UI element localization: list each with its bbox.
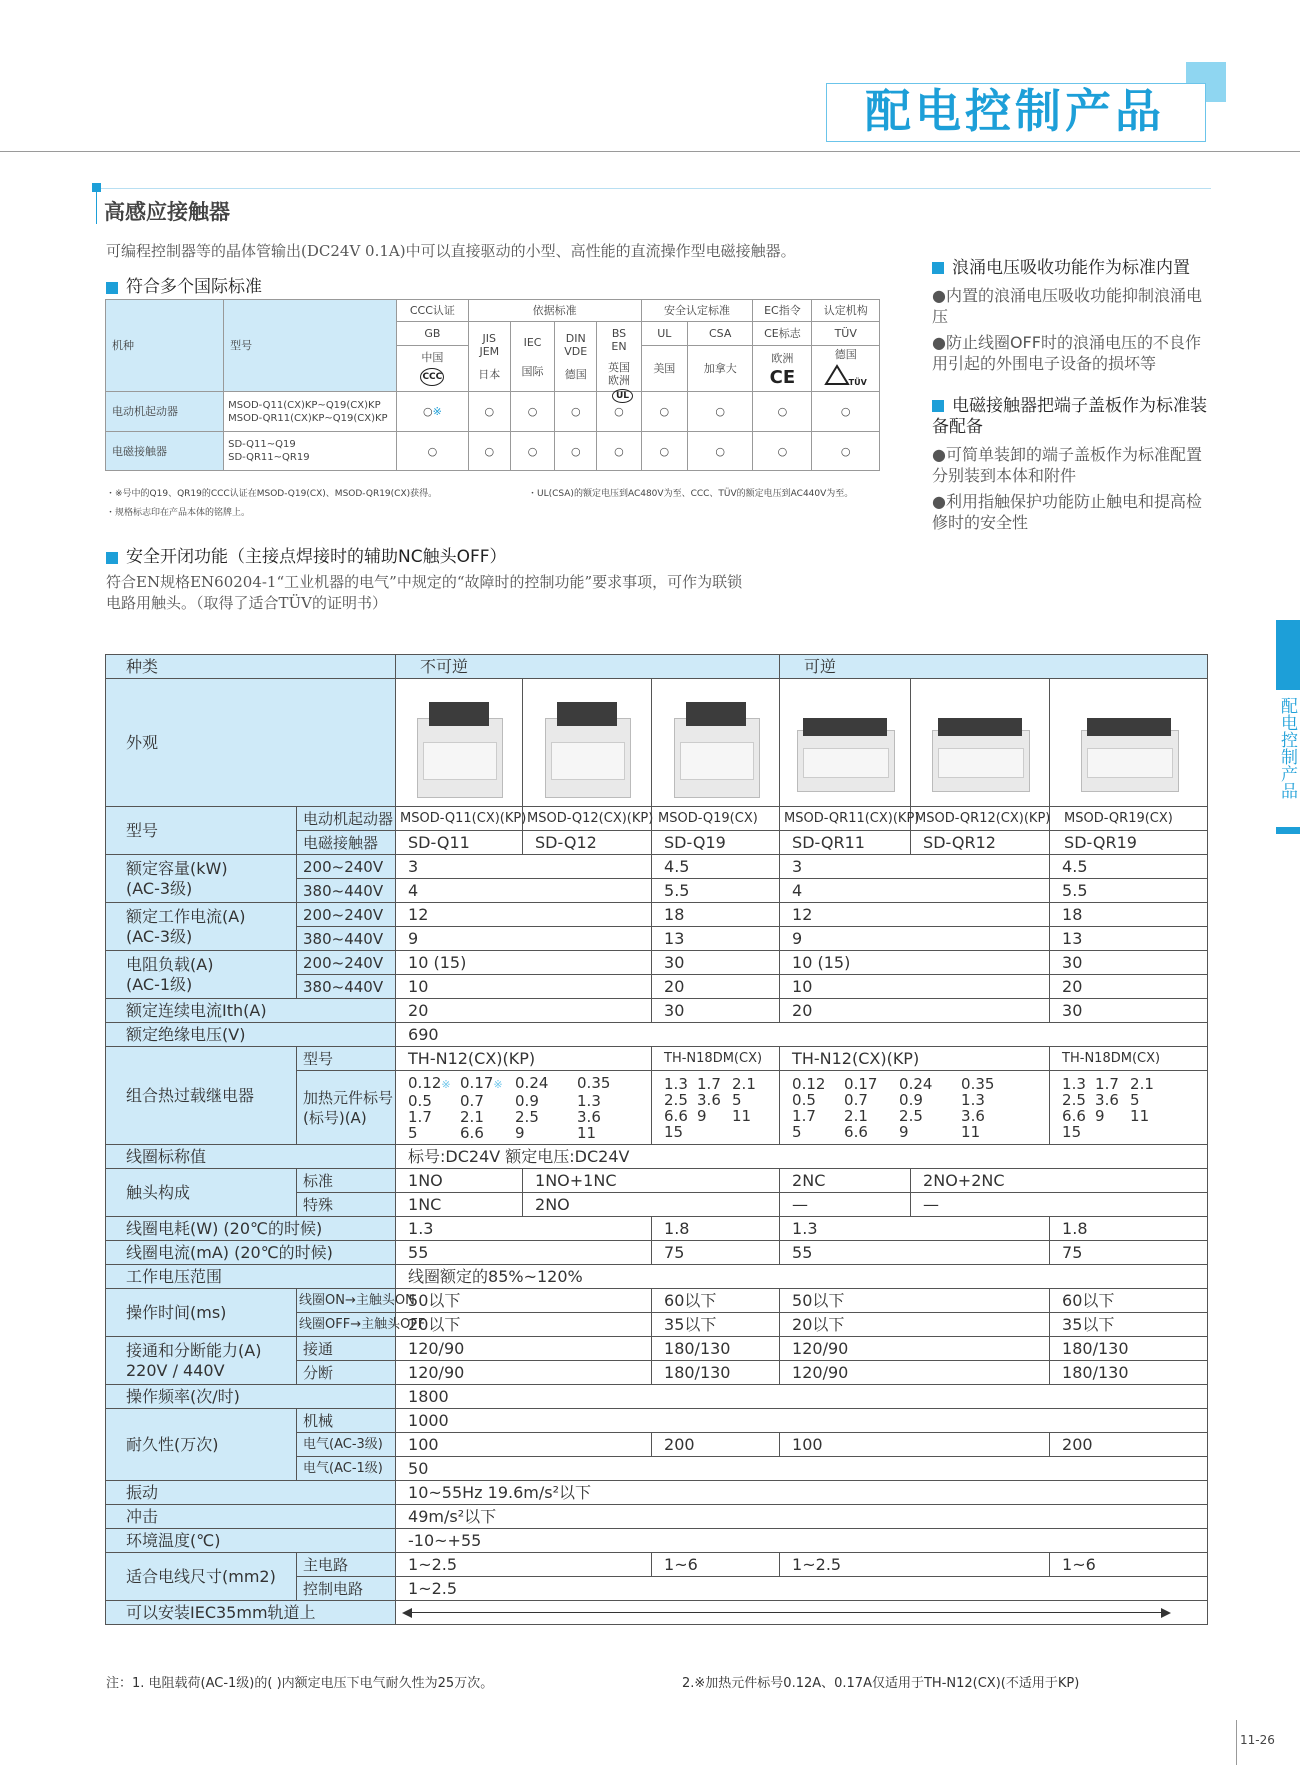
heater-value: 0.7	[460, 1091, 484, 1110]
spec-value: 线圈额定的85%~120%	[396, 1265, 1208, 1289]
heater-value: 0.35	[577, 1073, 611, 1092]
spec-value: 4	[396, 879, 652, 903]
heater-value: 5	[792, 1122, 802, 1141]
note-star-icon: ※	[441, 1077, 451, 1091]
std-row-kind: 电磁接触器	[106, 432, 224, 471]
heater-values-n18	[1050, 1071, 1208, 1145]
spec-value: 20	[396, 999, 652, 1023]
heater-value: 5	[408, 1123, 418, 1142]
heater-value: 6.6	[664, 1106, 688, 1125]
spec-value: 35以下	[652, 1313, 780, 1337]
std-region-eu: 欧洲 CE	[753, 346, 812, 392]
std-region-cn: 中国 CCC	[397, 346, 469, 392]
contactor-model: SD-Q19	[652, 831, 780, 855]
heater-value: 11	[577, 1123, 597, 1142]
spec-value: 12	[780, 903, 1050, 927]
voltage-label: 380~440V	[297, 975, 396, 999]
spec-contact-label: 触头构成	[106, 1169, 297, 1217]
feature-heading-cover: 电磁接触器把端子盖板作为标准装备配备	[932, 396, 1207, 437]
heater-value: 0.5	[408, 1091, 432, 1110]
spec-value: 18	[652, 903, 780, 927]
heater-value: 0.7	[844, 1090, 868, 1109]
heater-value: 0.17	[844, 1074, 878, 1093]
contactor-model: SD-Q12	[523, 831, 652, 855]
product-photo	[780, 679, 911, 807]
heater-value: 3.6	[697, 1090, 721, 1109]
std-cell: ○	[510, 392, 554, 432]
std-cell: ○	[597, 392, 641, 432]
voltage-label: 200~240V	[297, 903, 396, 927]
heater-values-n12	[780, 1071, 1050, 1145]
spec-value: 2NO+2NC	[911, 1169, 1208, 1193]
spec-value: 49m/s²以下	[396, 1505, 1208, 1529]
std-cell: ○	[397, 432, 469, 471]
product-photo	[523, 679, 652, 807]
safety-text: 符合EN规格EN60204-1“工业机器的电气”中规定的“故障时的控制功能”要求事项，可作为联锁 电路用触头。（取得了适合TÜV的证明书）	[106, 573, 743, 612]
spec-value: 20以下	[396, 1313, 652, 1337]
starter-model: MSOD-Q12(CX)(KP)	[523, 807, 652, 831]
rail-all-arrow	[396, 1601, 1208, 1625]
heater-value: 2.5	[664, 1090, 688, 1109]
spec-relay-label: 组合热过载继电器	[106, 1047, 297, 1145]
std-cell: ○	[641, 432, 687, 471]
spec-value: 4	[780, 879, 1050, 903]
spec-value: 10	[780, 975, 1050, 999]
page-number: 11-26	[1240, 1733, 1275, 1747]
spec-value: 20	[652, 975, 780, 999]
spec-value: 50以下	[396, 1289, 652, 1313]
spec-value: 1.3	[780, 1217, 1050, 1241]
tuv-icon	[825, 365, 849, 389]
spec-value: 1.8	[1050, 1217, 1208, 1241]
main-circuit-label: 主电路	[297, 1553, 396, 1577]
heater-value: 9	[697, 1106, 707, 1125]
standards-table	[105, 299, 880, 471]
product-photo	[652, 679, 780, 807]
heater-value: 1.3	[577, 1091, 601, 1110]
heater-value: 11	[961, 1122, 981, 1141]
spec-current-label: 额定工作电流(A) (AC-3级)	[106, 903, 297, 951]
std-code: CSA	[688, 322, 753, 346]
spec-value: 690	[396, 1023, 1208, 1047]
std-code-bs: BS EN 英国 欧洲	[597, 322, 641, 392]
heater-label: 加热元件标号 (标号)(A)	[297, 1071, 396, 1145]
starter-model: MSOD-QR19(CX)	[1050, 807, 1208, 831]
std-code-jis: JIS JEM 日本	[468, 322, 510, 392]
heater-value: 1.7	[792, 1106, 816, 1125]
heater-value: 0.5	[792, 1090, 816, 1109]
spec-value: 200	[652, 1433, 780, 1457]
std-heading: 符合多个国际标准	[106, 272, 262, 297]
spec-value: 1NO	[396, 1169, 523, 1193]
heater-value: 3.6	[961, 1106, 985, 1125]
std-cell: ○	[753, 392, 812, 432]
std-h-model: 型号	[224, 300, 397, 392]
spec-table	[105, 654, 1208, 1625]
spec-value: 20以下	[780, 1313, 1050, 1337]
spec-value: 55	[780, 1241, 1050, 1265]
spec-durability-label: 耐久性(万次)	[106, 1409, 297, 1481]
heater-value: 0.12※	[408, 1073, 451, 1092]
bullet-square-icon	[932, 262, 944, 274]
std-cell: ○	[753, 432, 812, 471]
elec1-label: 电气(AC-1级)	[297, 1457, 396, 1481]
notes	[106, 1672, 1206, 1691]
contact-std-label: 标准	[297, 1169, 396, 1193]
spec-ith-label: 额定连续电流Ith(A)	[106, 999, 396, 1023]
contactor-model: SD-Q11	[396, 831, 523, 855]
spec-kind-label: 种类	[106, 655, 396, 679]
spec-value: 60以下	[652, 1289, 780, 1313]
relay-model: TH-N12(CX)(KP)	[780, 1047, 1050, 1071]
ul-mark	[612, 383, 633, 403]
spec-value: 5.5	[652, 879, 780, 903]
spec-value: 1~2.5	[396, 1553, 652, 1577]
std-cell: ○	[510, 432, 554, 471]
std-cell: ○	[555, 432, 597, 471]
heater-value: 2.5	[899, 1106, 923, 1125]
spec-rev: 可逆	[780, 655, 1208, 679]
spec-value: —	[780, 1193, 911, 1217]
spec-value: 18	[1050, 903, 1208, 927]
spec-value: 1.3	[396, 1217, 652, 1241]
double-arrow-icon	[396, 1603, 1207, 1623]
spec-value: -10~+55	[396, 1529, 1208, 1553]
spec-frequency-label: 操作频率(次/时)	[106, 1385, 396, 1409]
heater-value: 0.24	[515, 1073, 549, 1092]
spec-value: 30	[1050, 951, 1208, 975]
heater-value: 1.3	[1062, 1074, 1086, 1093]
note-1: 注：1. 电阻载荷(AC-1级)的( )内额定电压下电气耐久性为25万次。	[106, 1676, 494, 1691]
ctrl-circuit-label: 控制电路	[297, 1577, 396, 1601]
make-label: 接通	[297, 1337, 396, 1361]
ce-icon: CE	[769, 366, 796, 388]
break-label: 分断	[297, 1361, 396, 1385]
spec-value: 1800	[396, 1385, 1208, 1409]
voltage-label: 380~440V	[297, 927, 396, 951]
spec-value: 60以下	[1050, 1289, 1208, 1313]
std-cell: ○	[468, 432, 510, 471]
std-footnote-3: ・规格标志印在产品本体的铭牌上。	[106, 508, 251, 518]
spec-value: 13	[652, 927, 780, 951]
spec-value: 120/90	[780, 1337, 1050, 1361]
heater-value: 5	[1130, 1090, 1140, 1109]
spec-value: 10 (15)	[780, 951, 1050, 975]
spec-coil-ma-label: 线圈电流(mA) (20℃的时候)	[106, 1241, 396, 1265]
spec-value: 180/130	[1050, 1361, 1208, 1385]
spec-model-label: 型号	[106, 807, 297, 855]
heater-value: 6.6	[844, 1122, 868, 1141]
std-row-model: MSOD-Q11(CX)KP~Q19(CX)KP MSOD-QR11(CX)KP~Q19(CX)KP	[224, 392, 397, 432]
std-h-auth: 认定机构	[812, 300, 880, 322]
spec-op-range-label: 工作电压范围	[106, 1265, 396, 1289]
heater-value: 1.3	[664, 1074, 688, 1093]
spec-value: 3	[396, 855, 652, 879]
note-2: 2.※加热元件标号0.12A、0.17A仅适用于TH-N12(CX)(不适用于KP)	[682, 1676, 1080, 1691]
heater-value: 9	[1095, 1106, 1105, 1125]
std-cell: ○	[812, 432, 880, 471]
std-region-ca: 加拿大	[688, 346, 753, 392]
heater-value: 1.7	[408, 1107, 432, 1126]
side-tab-label: 配电控制产品	[1277, 697, 1297, 799]
spec-value: 9	[396, 927, 652, 951]
heater-value: 2.1	[844, 1106, 868, 1125]
heater-value: 0.12	[792, 1074, 826, 1093]
feature-heading-surge: 浪涌电压吸收功能作为标准内置	[932, 258, 1214, 279]
spec-wire-label: 适合电线尺寸(mm2)	[106, 1553, 297, 1601]
heater-value: 2.5	[1062, 1090, 1086, 1109]
spec-value: 180/130	[652, 1337, 780, 1361]
voltage-label: 200~240V	[297, 951, 396, 975]
heater-value: 2.1	[732, 1074, 756, 1093]
spec-temp-label: 环境温度(℃)	[106, 1529, 396, 1553]
spec-value: 75	[652, 1241, 780, 1265]
std-cell: ○	[597, 432, 641, 471]
heater-values-n12	[396, 1071, 652, 1145]
heater-value: 1.7	[697, 1074, 721, 1093]
starter-model: MSOD-QR12(CX)(KP)	[911, 807, 1050, 831]
spec-rail-label: 可以安装IEC35mm轨道上	[106, 1601, 396, 1625]
contactor-model: SD-QR19	[1050, 831, 1208, 855]
std-h-basis: 依据标准	[468, 300, 641, 322]
spec-value: 100	[396, 1433, 652, 1457]
spec-value: 10	[396, 975, 652, 999]
spec-value: —	[911, 1193, 1208, 1217]
std-code: GB	[397, 322, 469, 346]
voltage-label: 380~440V	[297, 879, 396, 903]
spec-value: 13	[1050, 927, 1208, 951]
heater-value: 6.6	[460, 1123, 484, 1142]
spec-value: 1.8	[652, 1217, 780, 1241]
spec-value: 1~6	[1050, 1553, 1208, 1577]
std-cell: ○	[641, 392, 687, 432]
heater-value: 15	[664, 1122, 684, 1141]
starter-model: MSOD-Q19(CX)	[652, 807, 780, 831]
spec-value: 50	[396, 1457, 1208, 1481]
feature-text: ●防止线圈OFF时的浪涌电压的不良作用引起的外围电子设备的损坏等	[932, 333, 1201, 373]
bullet-square-icon	[106, 552, 118, 564]
spec-capacity-label: 额定容量(kW) (AC-3级)	[106, 855, 297, 903]
spec-nonrev: 不可逆	[396, 655, 780, 679]
ul-icon: UL	[612, 389, 633, 403]
heater-value: 1.3	[961, 1090, 985, 1109]
spec-value: 180/130	[652, 1361, 780, 1385]
voltage-label: 200~240V	[297, 855, 396, 879]
spec-value: 35以下	[1050, 1313, 1208, 1337]
std-code: UL	[641, 322, 687, 346]
heater-value: 2.5	[515, 1107, 539, 1126]
std-row-model: SD-Q11~Q19 SD-QR11~QR19	[224, 432, 397, 471]
std-code-iec: IEC 国际	[510, 322, 554, 392]
contactor-model: SD-QR12	[911, 831, 1050, 855]
op-off-label: 线圈OFF→主触头OFF	[297, 1313, 396, 1337]
spec-value: 1~2.5	[396, 1577, 1208, 1601]
feature-text: ●利用指触保护功能防止触电和提高检修时的安全性	[932, 492, 1202, 532]
bullet-square-icon	[932, 400, 944, 412]
spec-coil-w-label: 线圈电耗(W) (20℃的时候)	[106, 1217, 396, 1241]
spec-op-time-label: 操作时间(ms)	[106, 1289, 297, 1337]
product-photo	[396, 679, 523, 807]
contact-special-label: 特殊	[297, 1193, 396, 1217]
spec-vibration-label: 振动	[106, 1481, 396, 1505]
spec-value: 20	[780, 999, 1050, 1023]
product-photo	[911, 679, 1050, 807]
spec-value: 2NO	[523, 1193, 780, 1217]
heater-value: 1.7	[1095, 1074, 1119, 1093]
spec-value: 9	[780, 927, 1050, 951]
spec-value: 100	[780, 1433, 1050, 1457]
std-code-din: DIN VDE 德国	[555, 322, 597, 392]
spec-value: 2NC	[780, 1169, 911, 1193]
spec-value: 30	[652, 951, 780, 975]
heater-values-n18	[652, 1071, 780, 1145]
heater-value: 5	[732, 1090, 742, 1109]
heater-value: 2.1	[460, 1107, 484, 1126]
std-footnote-1: ・※号中的Q19、QR19的CCC认证在MSOD-Q19(CX)、MSOD-QR19(CX)获得。	[106, 489, 438, 499]
spec-shock-label: 冲击	[106, 1505, 396, 1529]
section-divider	[93, 188, 1211, 189]
heater-value: 0.9	[899, 1090, 923, 1109]
heater-value: 0.17※	[460, 1073, 503, 1092]
spec-value: 120/90	[396, 1337, 652, 1361]
spec-value: 3	[780, 855, 1050, 879]
std-region-us: 美国	[641, 346, 687, 392]
std-cell: ○※	[397, 392, 469, 432]
std-cell: ○	[688, 392, 753, 432]
spec-value: 75	[1050, 1241, 1208, 1265]
feature-text: ●内置的浪涌电压吸收功能抑制浪涌电压	[932, 286, 1202, 326]
heater-value: 0.24	[899, 1074, 933, 1093]
feature-column	[932, 258, 1214, 538]
page-title: 配电控制产品	[865, 84, 1165, 138]
spec-value: 30	[1050, 999, 1208, 1023]
heater-value: 9	[899, 1122, 909, 1141]
starter-model: MSOD-QR11(CX)(KP)	[780, 807, 911, 831]
safety-heading: 安全开闭功能（主接点焊接时的辅助NC触头OFF）	[106, 542, 507, 567]
spec-value: 1NO+1NC	[523, 1169, 780, 1193]
spec-value: 10 (15)	[396, 951, 652, 975]
std-region-de: 德国 TÜV	[812, 346, 880, 392]
spec-resistive-label: 电阻负载(A) (AC-1级)	[106, 951, 297, 999]
std-h-ccc: CCC认证	[397, 300, 469, 322]
contactor-model: SD-QR11	[780, 831, 911, 855]
relay-model: TH-N12(CX)(KP)	[396, 1047, 652, 1071]
heater-value: 0.9	[515, 1091, 539, 1110]
spec-breaking-label: 接通和分断能力(A) 220V / 440V	[106, 1337, 297, 1385]
heater-value: 11	[1130, 1106, 1150, 1125]
feature-text: ●可简单装卸的端子盖板作为标准配置分别装到本体和附件	[932, 445, 1202, 485]
spec-value: 20	[1050, 975, 1208, 999]
intro-text: 可编程控制器等的晶体管输出(DC24V 0.1A)中可以直接驱动的小型、高性能的直流操作型电磁接触器。	[106, 242, 796, 260]
std-h-safety: 安全认定标准	[641, 300, 753, 322]
std-code: CE标志	[753, 322, 812, 346]
op-on-label: 线圈ON→主触头ON	[297, 1289, 396, 1313]
std-cell: ○	[688, 432, 753, 471]
spec-value: 12	[396, 903, 652, 927]
std-cell: ○	[555, 392, 597, 432]
starter-model: MSOD-Q11(CX)(KP)	[396, 807, 523, 831]
heater-value: 6.6	[1062, 1106, 1086, 1125]
spec-coil-rating-label: 线圈标称值	[106, 1145, 396, 1169]
spec-value: 120/90	[780, 1361, 1050, 1385]
std-footnote-2: ・UL(CSA)的额定电压到AC480V为至、CCC、TÜV的额定电压到AC440V为至。	[528, 489, 854, 499]
spec-value: 1~6	[652, 1553, 780, 1577]
heater-value: 2.1	[1130, 1074, 1154, 1093]
spec-value: 1~2.5	[780, 1553, 1050, 1577]
section-title: 高感应接触器	[104, 200, 230, 224]
note-star-icon: ※	[493, 1077, 503, 1091]
spec-value: 5.5	[1050, 879, 1208, 903]
heater-value: 3.6	[1095, 1090, 1119, 1109]
relay-model-label: 型号	[297, 1047, 396, 1071]
mech-label: 机械	[297, 1409, 396, 1433]
std-cell: ○	[468, 392, 510, 432]
spec-starter-label: 电动机起动器	[297, 807, 396, 831]
page-number-divider	[1236, 1720, 1237, 1765]
section-marker	[92, 183, 101, 192]
spec-contactor-label: 电磁接触器	[297, 831, 396, 855]
spec-value: 55	[396, 1241, 652, 1265]
ccc-icon: CCC	[420, 368, 444, 386]
elec3-label: 电气(AC-3级)	[297, 1433, 396, 1457]
relay-model: TH-N18DM(CX)	[1050, 1047, 1208, 1071]
section-vbar	[96, 192, 97, 224]
heater-value: 0.35	[961, 1074, 995, 1093]
spec-value: 30	[652, 999, 780, 1023]
std-code: TÜV	[812, 322, 880, 346]
spec-insulation-label: 额定绝缘电压(V)	[106, 1023, 396, 1047]
spec-value: 50以下	[780, 1289, 1050, 1313]
spec-value: 200	[1050, 1433, 1208, 1457]
spec-appearance-label: 外观	[106, 679, 396, 807]
spec-value: 1NC	[396, 1193, 523, 1217]
spec-value: 180/130	[1050, 1337, 1208, 1361]
std-row-kind: 电动机起动器	[106, 392, 224, 432]
header-divider	[0, 151, 1300, 152]
heater-value: 3.6	[577, 1107, 601, 1126]
std-cell: ○	[812, 392, 880, 432]
std-h-machine: 机种	[106, 300, 224, 392]
spec-value: 120/90	[396, 1361, 652, 1385]
spec-value: 标号:DC24V 额定电压:DC24V	[396, 1145, 1208, 1169]
spec-value: 1000	[396, 1409, 1208, 1433]
spec-value: 10~55Hz 19.6m/s²以下	[396, 1481, 1208, 1505]
spec-value: 4.5	[1050, 855, 1208, 879]
product-photo	[1050, 679, 1208, 807]
relay-model: TH-N18DM(CX)	[652, 1047, 780, 1071]
std-h-ec: EC指令	[753, 300, 812, 322]
bullet-square-icon	[106, 282, 118, 294]
heater-value: 11	[732, 1106, 752, 1125]
spec-value: 4.5	[652, 855, 780, 879]
heater-value: 9	[515, 1123, 525, 1142]
heater-value: 15	[1062, 1122, 1082, 1141]
